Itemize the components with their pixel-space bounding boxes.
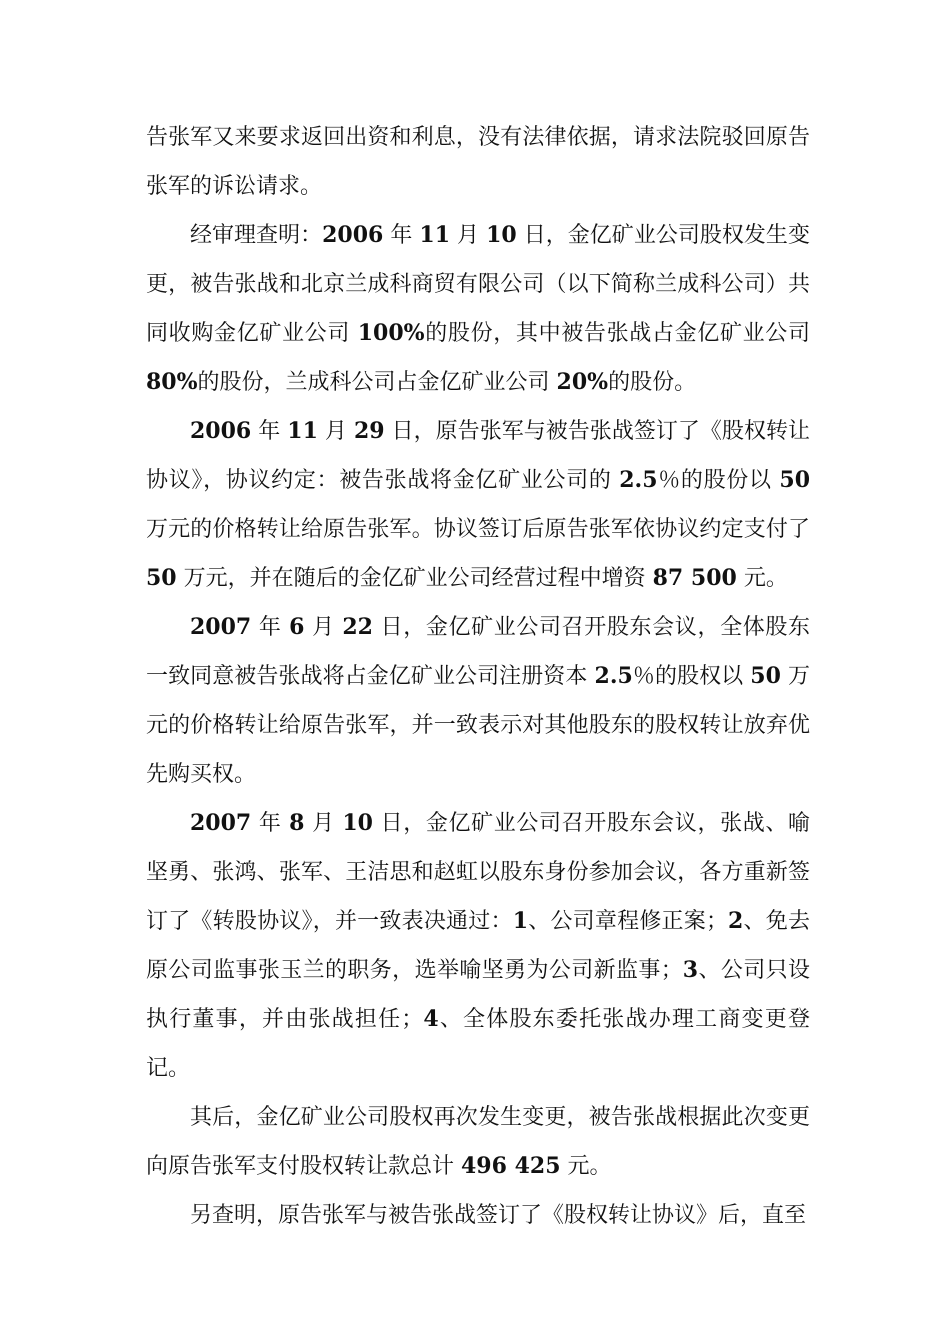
text-segment: 其后，金亿矿业公司股权再次发生变更，被告张战根据此次变更向原告张军支付股权转让款总计 [146,1105,810,1179]
bold-text-segment: 22 [342,614,373,640]
bold-text-segment: 2007 [190,810,252,836]
bold-text-segment: 2.5 [619,467,658,493]
bold-text-segment: 20% [556,369,609,395]
text-segment: 另查明，原告张军与被告张战签订了《股权转让协议》后，直至 [190,1203,807,1228]
text-segment: 月 [304,811,343,836]
document-paragraph [146,1093,810,1191]
bold-text-segment: 8 [289,810,305,836]
document-paragraph [146,1191,810,1240]
text-segment: 月 [450,223,487,248]
text-segment: 的股份。 [608,370,697,395]
bold-text-segment: 50 [779,467,811,493]
text-segment: 、公司只设执行董事，并由张战担任； [146,958,810,1032]
bold-text-segment: 2.5 [594,663,633,689]
bold-text-segment: 80% [146,369,198,395]
bold-text-segment: 87 500 [652,565,737,591]
text-segment: 元。 [560,1154,612,1179]
text-segment: 万元的价格转让给原告张军。协议签订后原告张军依协议约定支付了 [146,517,810,542]
bold-text-segment: 6 [289,614,305,640]
bold-text-segment: 10 [486,222,517,248]
text-segment: 元。 [736,566,788,591]
text-segment: 年 [251,811,290,836]
bold-text-segment: 11 [419,222,451,248]
text-segment: ％的股份以 [657,468,780,493]
text-segment: 年 [251,615,290,640]
text-segment: 日，金亿矿业公司股权发生变更，被告张战和北京兰成科商贸有限公司（以下简称兰成科公司）共同收购金亿矿业公司 [146,223,810,346]
text-segment: 年 [383,223,420,248]
text-segment: 日，原告张军与被告张战签订了《股权转让协议》，协议约定：被告张战将金亿矿业公司的 [146,419,810,493]
text-segment: ％的股权以 [632,664,751,689]
text-segment: 日，金亿矿业公司召开股东会议，全体股东一致同意被告张战将占金亿矿业公司注册资本 [146,615,810,689]
bold-text-segment: 29 [353,418,385,444]
text-segment: 万元，并在随后的金亿矿业公司经营过程中增资 [176,566,653,591]
text-segment: 、公司章程修正案； [528,909,728,934]
bold-text-segment: 10 [342,810,373,836]
document-paragraph [146,211,810,407]
bold-text-segment: 3 [682,957,699,983]
text-segment: 月 [304,615,343,640]
document-paragraph [146,113,810,211]
bold-text-segment: 496 425 [461,1153,561,1179]
text-segment: 月 [317,419,354,444]
bold-text-segment: 2006 [322,222,384,248]
text-segment: 告张军又来要求返回出资和利息，没有法律依据，请求法院驳回原告张军的诉讼请求。 [146,125,810,199]
text-segment: 的股份，其中被告张战占金亿矿业公司 [424,321,810,346]
document-paragraph [146,799,810,1093]
text-segment: 日，金亿矿业公司召开股东会议，张战、喻坚勇、张鸿、张军、王洁思和赵虹以股东身份参加会议，各方重新签订了《转股协议》，并一致表决通过： [146,811,810,934]
document-paragraph [146,603,810,799]
document-body [146,113,810,1240]
text-segment: 、免去原公司监事张玉兰的职务，选举喻坚勇为公司新监事； [146,909,810,983]
bold-text-segment: 1 [512,908,529,934]
bold-text-segment: 2 [728,908,744,934]
text-segment: 经审理查明： [190,223,323,248]
text-segment: 、全体股东委托张战办理工商变更登记。 [146,1007,810,1081]
bold-text-segment: 2007 [190,614,252,640]
text-segment: 万元的价格转让给原告张军，并一致表示对其他股东的股权转让放弃优先购买权。 [146,664,810,787]
bold-text-segment: 50 [750,663,781,689]
bold-text-segment: 50 [146,565,177,591]
bold-text-segment: 100% [357,320,425,346]
document-paragraph [146,407,810,603]
bold-text-segment: 11 [287,418,318,444]
text-segment: 年 [251,419,288,444]
text-segment: 的股份，兰成科公司占金亿矿业公司 [197,370,557,395]
bold-text-segment: 4 [423,1006,439,1032]
bold-text-segment: 2006 [190,418,252,444]
